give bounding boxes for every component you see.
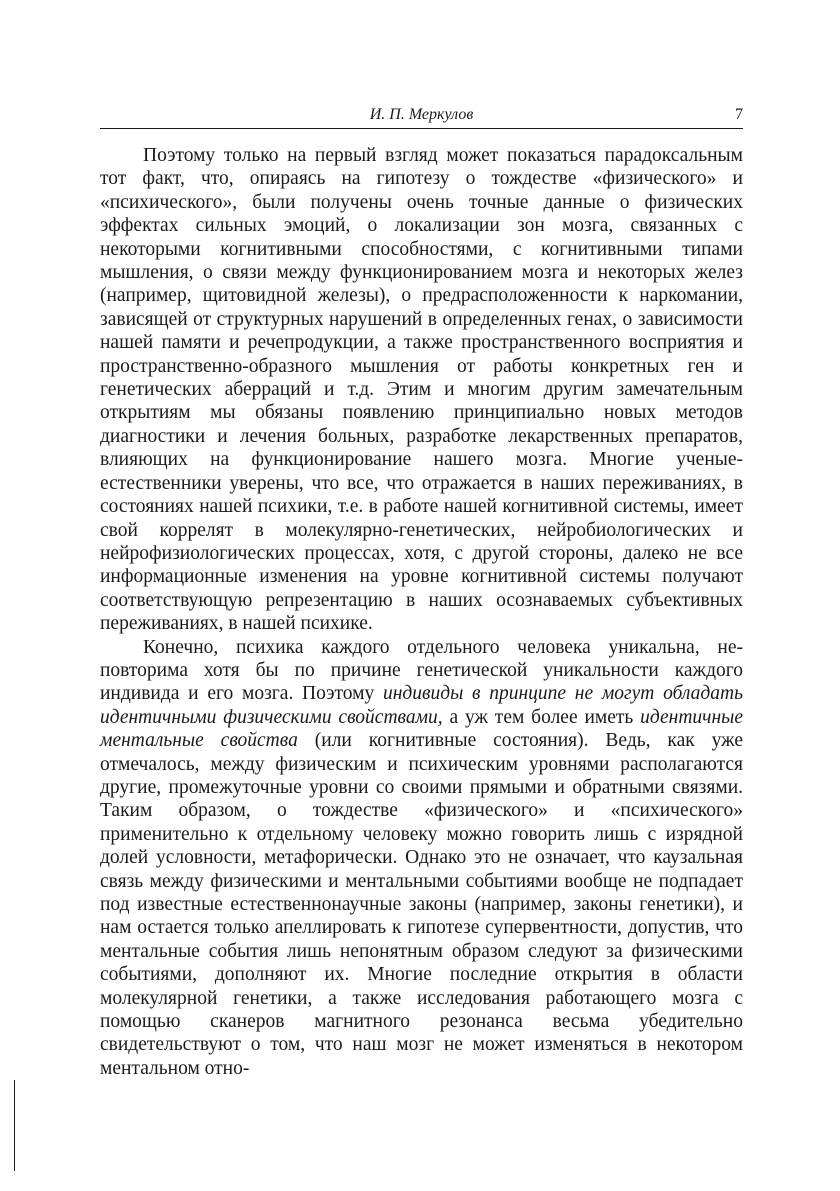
paragraph-2-part-3: (или когнитивные состояния). Ведь, как уже отмечалось, между физическим и психическим уровнями располагаются другие, промежуточные уровни со своими прямыми и обратными связями. Таким образом, о тождестве «физического» и «психического» применительно к отдельному человеку можно говорить лишь с изрядной долей условности, метафорически. Однако это не означает, что каузальная связь между физическими и ментальными событиями вообще не подпадает под известные естественнонаучные законы (например, законы генетики), и нам остается только апеллировать к гипотезе супервентности, допустив, что ментальные события лишь непонятным образом следуют за физическими событиями, дополняют их. Многие последние открытия в области молекулярной генетики, а также исследования работающего мозга с помощью сканеров магнитного резонанса весьма убедительно свидетельствуют о том, что наш мозг не может изменяться в некотором ментальном отно- bbox=[100, 730, 744, 1079]
header-rule bbox=[100, 128, 743, 129]
paragraph-1: Поэтому только на первый взгляд может показаться парадоксальным тот факт, что, опираясь на гипотезу о тождестве «физического» и «психического», были получены очень точные данные о физических эффектах сильных эмоций, о локализации зон мозга, связанных с некоторыми когнитивными способностями, с когнитивными типами мышления, о связи между функционированием мозга и некоторых желез (например, щитовидной железы), о предрасположенности к наркомании, зависящей от структурных нарушений в определенных генах, о зависимости нашей памяти и речепродукции, а также пространственного восприятия и пространственно-образного мышления от работы конкретных ген и генетических аберраций и т.д. Этим и многим другим замечательным открытиям мы обязаны появлению принципиально новых методов диагностики и лечения больных, разработке лекарственных препаратов, влияющих на функционирование нашего мозга. Многие ученые-естественники уверены, что все, что отражается в наших переживаниях, в состояниях нашей психики, т.е. в работе нашей когнитивной системы, имеет свой коррелят в молекулярно-генетических, нейробиологических и нейрофизиологических процессах, хотя, с другой стороны, далеко не все информационные изменения на уровне когнитивной системы получают соответствующую репрезентацию в наших осознаваемых субъективных переживаниях, в нашей психике. bbox=[100, 145, 743, 635]
paragraph-2-italic-1: индивиды в принципе не могут обладать идентичными физическими свойствами, bbox=[100, 683, 743, 728]
page-number: 7 bbox=[735, 106, 743, 123]
paragraph-2-italic-2: идентичные ментальные свойства bbox=[100, 706, 743, 752]
paragraph-2-part-1: Конечно, психика каждого отдельного человека уникальна, неповторима хотя бы по причине генетической уникальности каждого индивида и его мозга. Поэтому bbox=[100, 636, 743, 705]
paragraph-2 bbox=[100, 636, 743, 1081]
body-text bbox=[100, 144, 743, 1080]
margin-rule bbox=[14, 1080, 15, 1171]
running-title: И. П. Меркулов bbox=[369, 106, 474, 123]
page-header bbox=[100, 104, 743, 128]
paragraph-2-part-2: а уж тем более иметь bbox=[442, 706, 641, 728]
